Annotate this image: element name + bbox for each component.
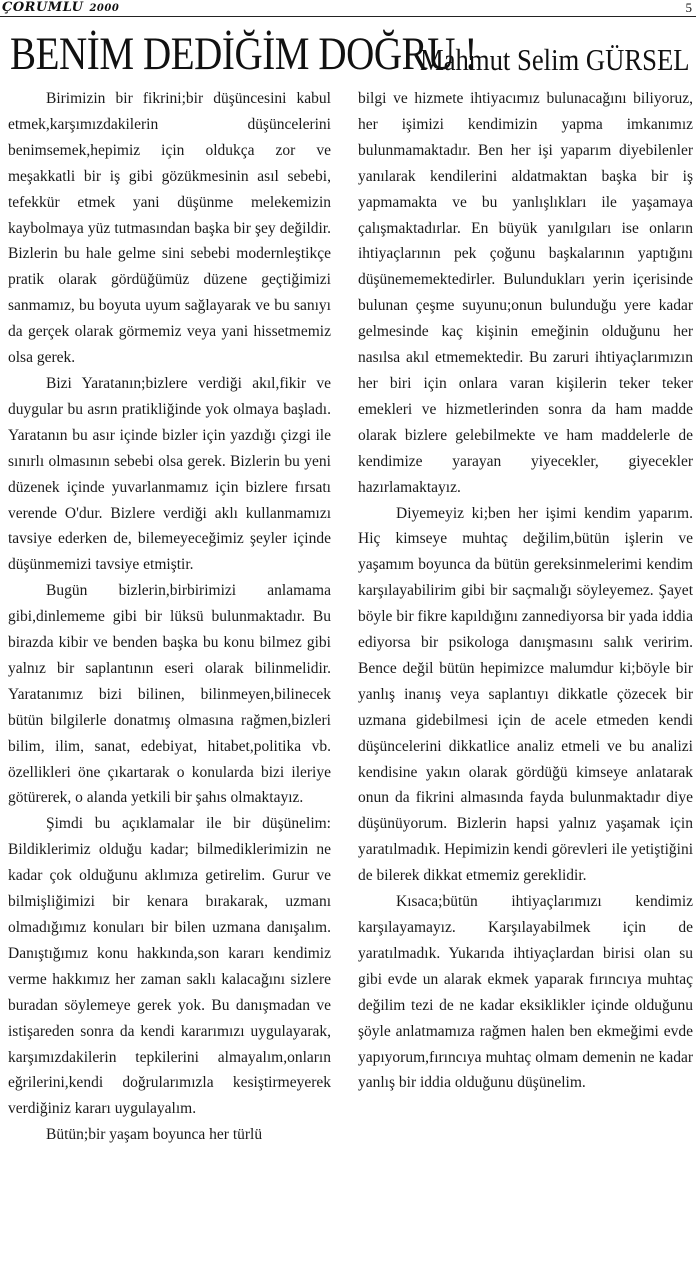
masthead-rule: [0, 16, 696, 17]
masthead-year: 2000: [89, 3, 120, 14]
paragraph: Birimizin bir fikrini;bir düşüncesini kabul etmek,karşımızdakilerin düşüncelerini benimsemek,hepimiz için oldukça zor ve meşakkatli bir iş gibi gözükmesinin asıl sebebi, tefekkür etmek yani düşünme melekemizin kaybolmaya yüz tutmasından başka bir şey değildir. Bizlerin bu hale gelme sini sebebi modernleştikçe pratik olarak gördüğümüz düzene geçtiğimizi sanmamız, bu boyuta uyum sağlayarak ve bu sanıyı da gerçek olarak görmemiz veya yani hissetmemiz olsa gerek.: [8, 90, 331, 367]
article-title: BENİM DEDİĞİM DOĞRU !: [10, 28, 477, 80]
paragraph: Bütün;bir yaşam boyunca her türlü: [46, 1126, 263, 1144]
paragraph: Diyemeyiz ki;ben her işimi kendim yaparım. Hiç kimseye muhtaç değilim,bütün işlerin ve yaşamım boyunca da bütün gereksinmelerimi kendim karşılayabilirim gibi bir saçmalığı söyleyemez. Şayet böyle bir fikre kapıldığını zannediyorsa bir yada iddia ediyorsa bir psikologa danışmasını salık veririm. Bence değil bütün hepimizce malumdur ki;böyle bir yanlış inanış veya saplantıyı dikkatle çözecek bir uzmana gidebilmesi için de acele etmeden kendi düşüncelerini dikkatlice analiz etmeli ve bu analizi kendisine yakın olarak gördüğü kimseye anlatarak onun da fikrini almasında fayda bulunmaktadır diye düşünüyorum. Bizlerin hapsi yalnız yaşamak için yaratılmadık. Hepimizin kendi görevleri ile yetiştiğini de bilerek dikkat etmemiz gereklidir.: [358, 504, 693, 885]
paragraph: Bizi Yaratanın;bizlere verdiği akıl,fikir ve duygular bu asrın pratikliğinde yok olmaya başladı. Yaratanın bu asır içinde bizler için yazdığı çizgi ile sınırlı olmasının sebebi olsa gerek. Bizlerin bu yeni düzenek içinde yuvarlanmamız için bizlere fırsatı verende O'dur. Bizlere verdiği aklı kullanmamızı tavsiye ederken de, bilemeyeceğimiz şeyler içinde düşünmemizi tavsiye etmiştir.: [8, 374, 331, 574]
headline: [10, 28, 690, 84]
newspaper-brand: ÇORUMLU 2000: [2, 0, 120, 15]
paragraph: bilgi ve hizmete ihtiyacımız bulunacağını biliyoruz, her işimizi kendimizin yapma imkanımız bulunmamaktadır. Ben her işi yaparım diyebilenler yanılarak kendilerini aldatmaktan başka bir iş yapmamakta ve bu yanlışlıkları ile yaşamaya çalışmaktadırlar. En büyük yanılgıları ise onların ihtiyaçlarının pek çoğunu başkalarının yaptığını düşünememektedirler. Bulundukları yerin içerisinde bulunan çeşme suyunu;onun bulunduğu yere kadar gelmesinde kaç kişinin emeğinin olduğunu her nasılsa akıl etmemektedir. Bu zaruri ihtiyaçlarımızın her biri için onlara varan kişilerin teker teker emekleri ve hizmetlerinden sonra da ham madde olarak bizlere gelebilmekte ve ham maddelerle de kendimize yarayan yiyecekler, giyecekler hazırlamaktayız.: [358, 90, 693, 496]
right-column: [358, 86, 693, 1096]
left-column: [8, 86, 331, 1148]
paragraph: Bugün bizlerin,birbirimizi anlamama gibi,dinlememe gibi bir lüksü bulunmaktadır. Bu birazda kibir ve benden başka bu konu bilmez gibi yalnız bir saplantının eseri olarak bilinmelidir. Yaratanımız bizi bilinen, bilinmeyen,bilinecek bütün bilgilerle donatmış olmasına rağmen,bizleri bilim, ilim, sanat, edebiyat, hitabet,politika vb. özellikleri öne çıkartarak o konularda bizi ileriye götürerek, o alanda yetkili bir şahıs olmaktayız.: [8, 582, 331, 807]
page-number: 5: [685, 0, 692, 15]
article-author: Mahmut Selim GÜRSEL: [420, 42, 690, 77]
masthead: [0, 0, 696, 22]
paragraph: Şimdi bu açıklamalar ile bir düşünelim: Bildiklerimiz olduğu kadar; bilmediklerimizin ne kadar çok olduğunu aklımıza getirelim. Gurur ve bilmişliğimizi bir kenara bırakarak, uzmanı olmadığımız konuları bir bilen uzmana danışalım. Danıştığımız konu hakkında,son kararı kendimiz verme hakkımız her zaman saklı kalacağını sizlere buradan söylemeye gerek yok. Bu danışmadan ve istişareden sonra da kendi kararımızı uygulayarak, karşımızdakilerin tepkilerini almayalım,onların eğrilerini,kendi doğrularımızla kesiştirmeyerek verdiğiniz kararı uygulayalım.: [8, 815, 331, 1118]
paragraph: Kısaca;bütün ihtiyaçlarımızı kendimiz karşılayamayız. Karşılayabilmek için de yaratılmadık. Yukarıda ihtiyaçlardan birisi olan su gibi evde un alarak ekmek yaparak fırıncıya muhtaç değilim tezi de ne kadar eksiklikler içinde olduğunu şöyle anlatmamıza rağmen halen ben ekmeğimi evde yapıyorum,fırıncıya muhtaç olmam demenin ne kadar yanlış bir iddia olduğunu düşünelim.: [358, 893, 693, 1092]
